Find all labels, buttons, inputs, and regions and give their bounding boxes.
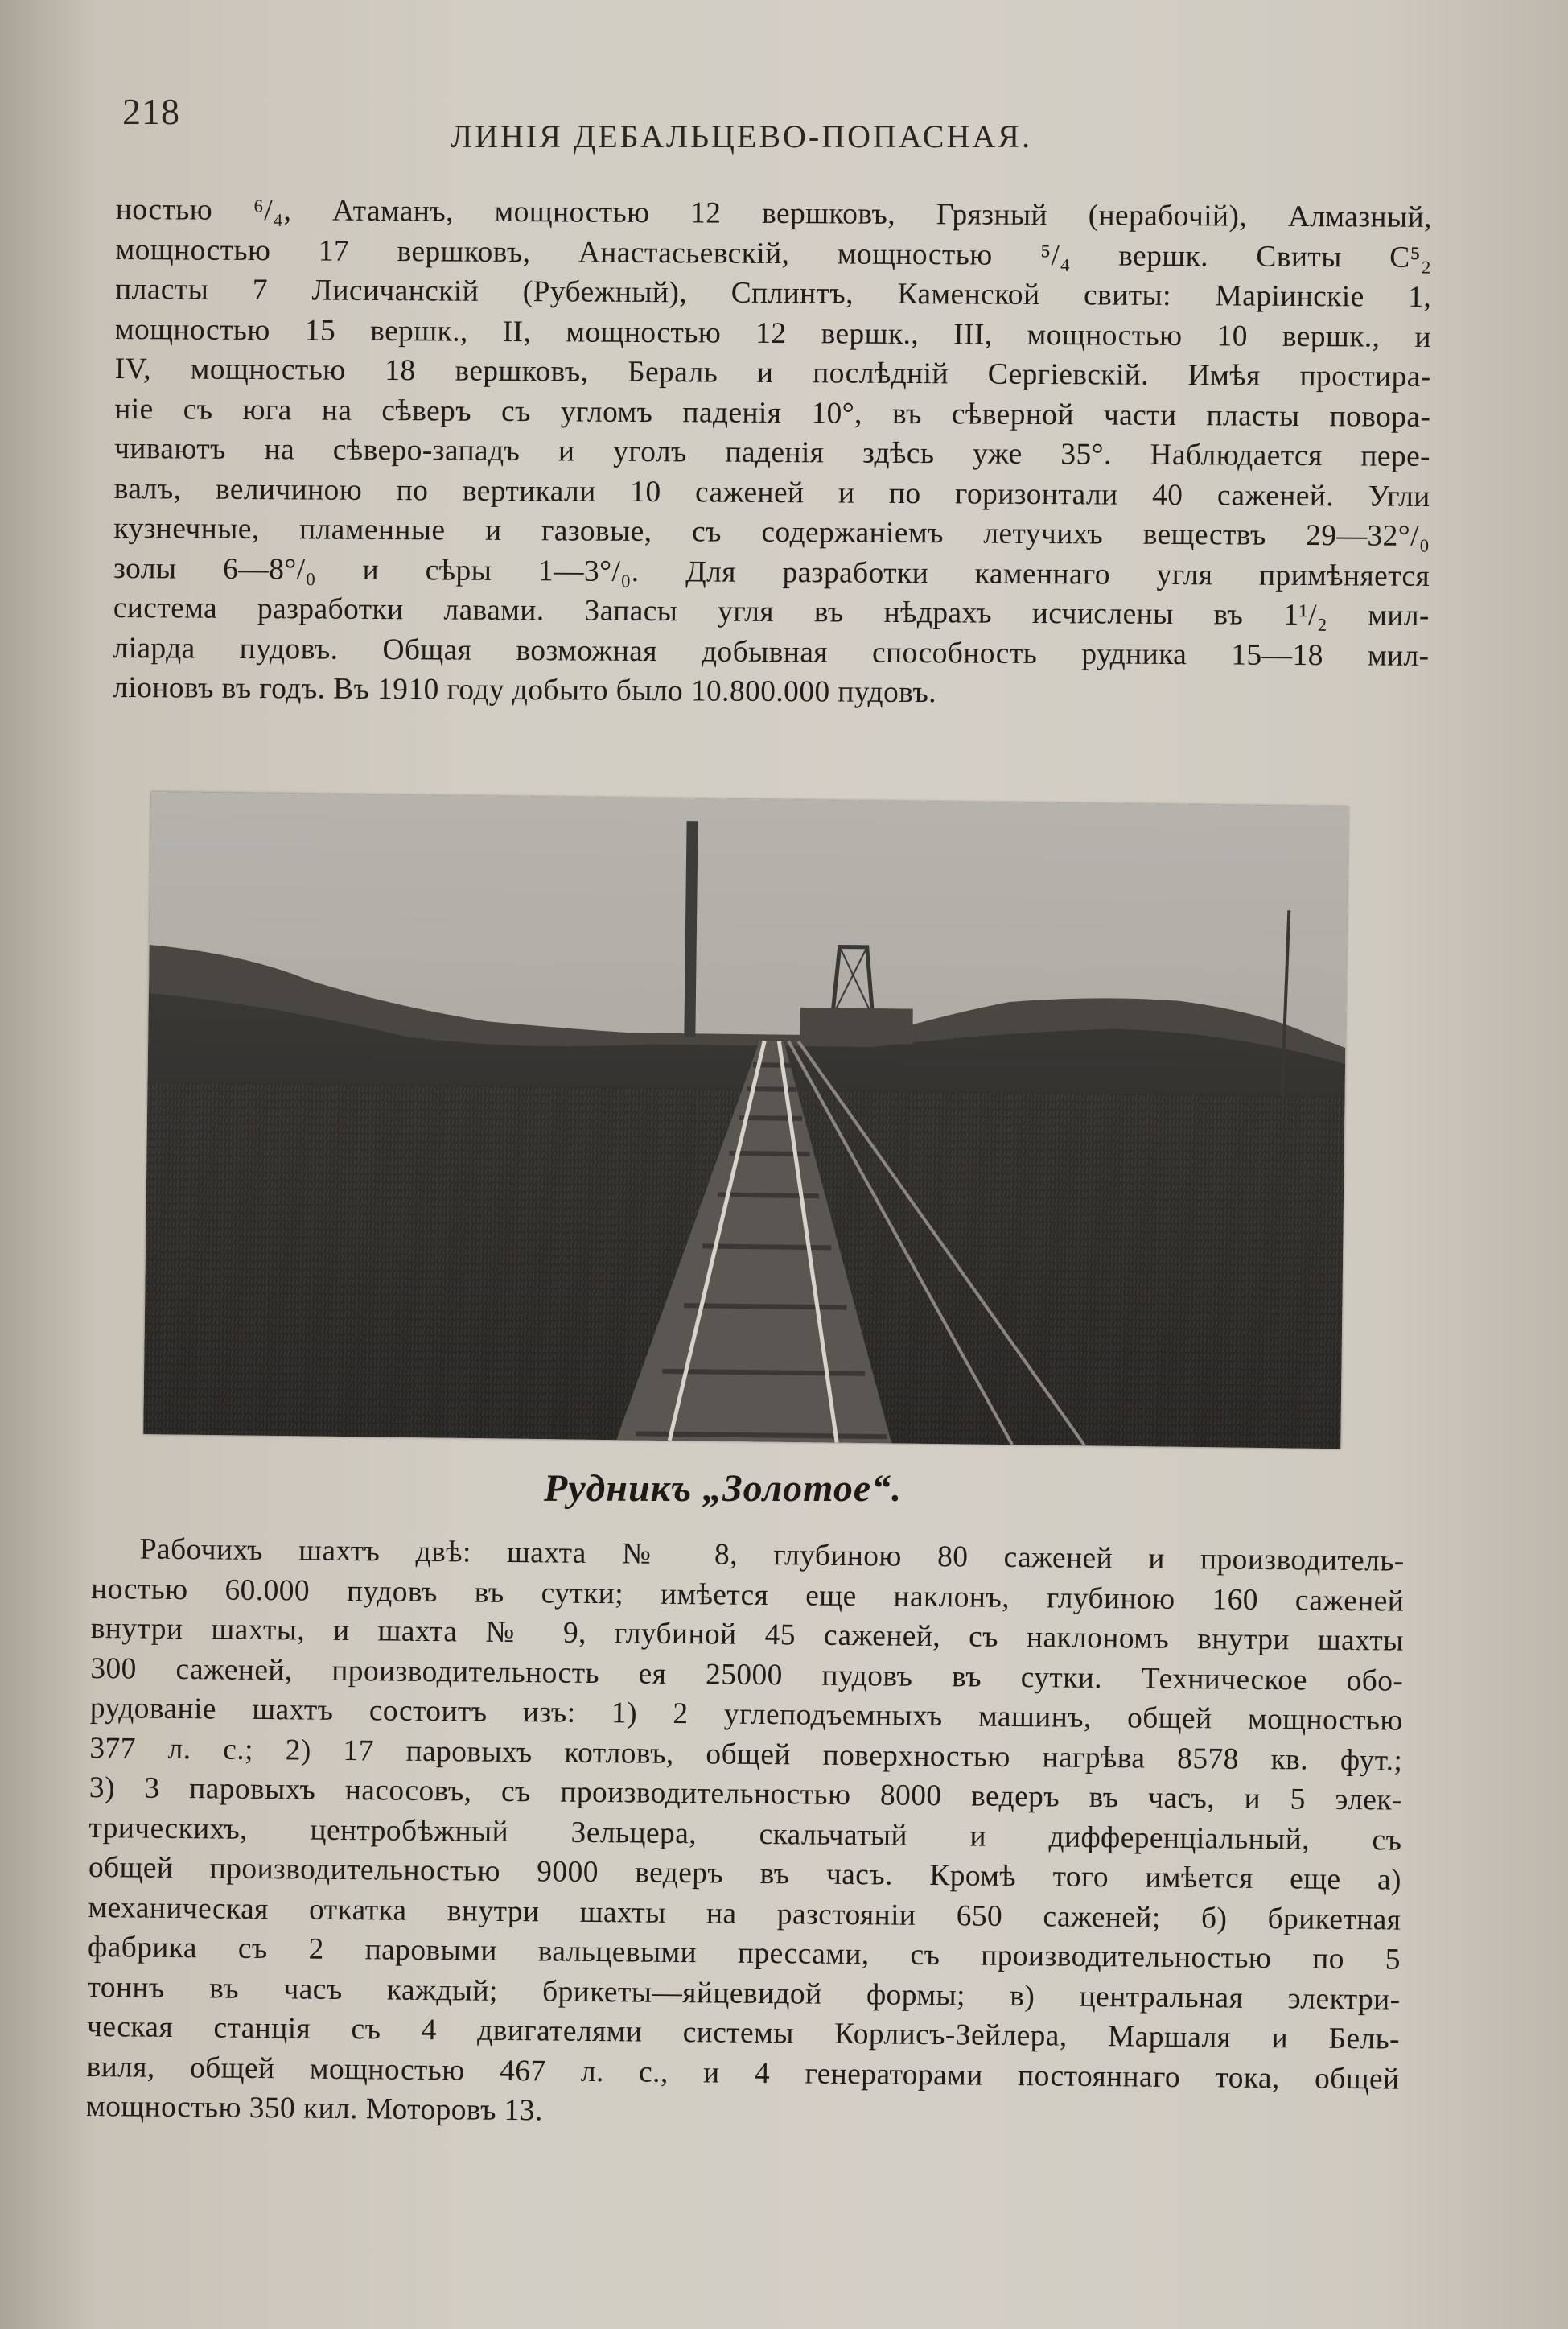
running-head: ЛИНІЯ ДЕБАЛЬЦЕВО-ПОПАСНАЯ. xyxy=(451,118,1032,155)
text-line: рудованіе шахтъ состоитъ изъ: 1) 2 углеподъемныхъ машинъ, общей мощностью xyxy=(89,1691,1403,1737)
text-line: ностью ⁶/₄, Атаманъ, мощностью 12 вершковъ, Грязный (нерабочій), Алмазный, xyxy=(115,192,1432,234)
text-line: мощностью 15 вершк., II, мощностью 12 вершк., III, мощностью 10 вершк., и xyxy=(114,312,1432,354)
photo-caption: Рудникъ „Золотое“. xyxy=(544,1467,903,1510)
text-line: Рабочихъ шахтъ двѣ: шахта № 8, глубиною 80 саженей и производитель- xyxy=(139,1532,1405,1578)
page-number: 218 xyxy=(122,91,180,132)
text-line: фабрика съ 2 паровыми вальцевыми прессами, съ производительностью по 5 xyxy=(87,1930,1401,1977)
text-line: ліоновъ въ годъ. Въ 1910 году добыто было 10.800.000 пудовъ. xyxy=(113,670,937,710)
railway-track-image xyxy=(143,792,1348,1449)
text-line: тоннъ въ часъ каждый; брикеты—яйцевидой формы; в) центральная электри- xyxy=(87,1970,1401,2017)
text-line: общей производительностью 9000 ведеръ въ часъ. Кромѣ того имѣется еще а) xyxy=(88,1850,1402,1897)
text-line: золы 6—8°/₀ и сѣры 1—3°/₀. Для разработки каменнаго угля примѣняется xyxy=(113,551,1430,593)
text-line: 300 саженей, производительность ея 25000 пудовъ въ сутки. Техническое обо- xyxy=(90,1651,1404,1698)
text-line: мощностью 350 кил. Моторовъ 13. xyxy=(85,2089,543,2128)
paragraph-shafts xyxy=(86,1529,1405,2139)
text-line: кузнечные, пламенные и газовые, съ содержаніемъ летучихъ веществъ 29—32°/₀ xyxy=(113,511,1430,553)
mine-railway-photo xyxy=(143,792,1348,1449)
text-line: ческая станція съ 4 двигателями системы Корлисъ-Зейлера, Маршаля и Бель- xyxy=(86,2010,1401,2056)
text-line: 3) 3 паровыхъ насосовъ, съ производительностью 8000 ведеръ въ часъ, и 5 элек- xyxy=(88,1770,1403,1817)
text-line: виля, общей мощностью 467 л. с., и 4 генераторами постояннаго тока, общей xyxy=(86,2050,1400,2096)
text-line: ностью 60.000 пудовъ въ сутки; имѣется еще наклонъ, глубиною 160 саженей xyxy=(91,1572,1405,1618)
text-line: внутри шахты, и шахта № 9, глубиной 45 саженей, съ наклономъ внутри шахты xyxy=(90,1611,1404,1658)
text-line: пласты 7 Лисичанскій (Рубежный), Сплинтъ, Каменской свиты: Маріинскіе 1, xyxy=(115,272,1432,314)
text-line: ніе съ юга на сѣверъ съ угломъ паденія 10°, въ сѣверной части пласты повора- xyxy=(114,392,1431,434)
text-line: мощностью 17 вершковъ, Анастасьевскій, мощностью ⁵/₄ вершк. Свиты C⁵₂ xyxy=(115,233,1432,274)
text-line: ліарда пудовъ. Общая возможная добывная способность рудника 15—18 мил- xyxy=(113,631,1430,673)
text-line: трическихъ, центробѣжный Зельцера, скальчатый и дифференціальный, съ xyxy=(88,1811,1402,1857)
text-line: чиваютъ на сѣверо-западъ и уголъ паденія здѣсь уже 35°. Наблюдается пере- xyxy=(113,431,1431,473)
text-line: валъ, величиною по вертикали 10 саженей и по горизонтали 40 саженей. Угли xyxy=(113,472,1430,513)
text-line: IV, мощностью 18 вершковъ, Бераль и послѣдній Сергіевскій. Имѣя простира- xyxy=(114,352,1431,394)
paragraph-coal-seams xyxy=(113,190,1432,715)
text-line: 377 л. с.; 2) 17 паровыхъ котловъ, общей поверхностью нагрѣва 8578 кв. фут.; xyxy=(89,1731,1403,1778)
text-line: механическая откатка внутри шахты на разстояніи 650 саженей; б) брикетная xyxy=(88,1890,1401,1937)
text-line: система разработки лавами. Запасы угля въ нѣдрахъ исчислены въ 1¹/₂ мил- xyxy=(113,591,1430,633)
